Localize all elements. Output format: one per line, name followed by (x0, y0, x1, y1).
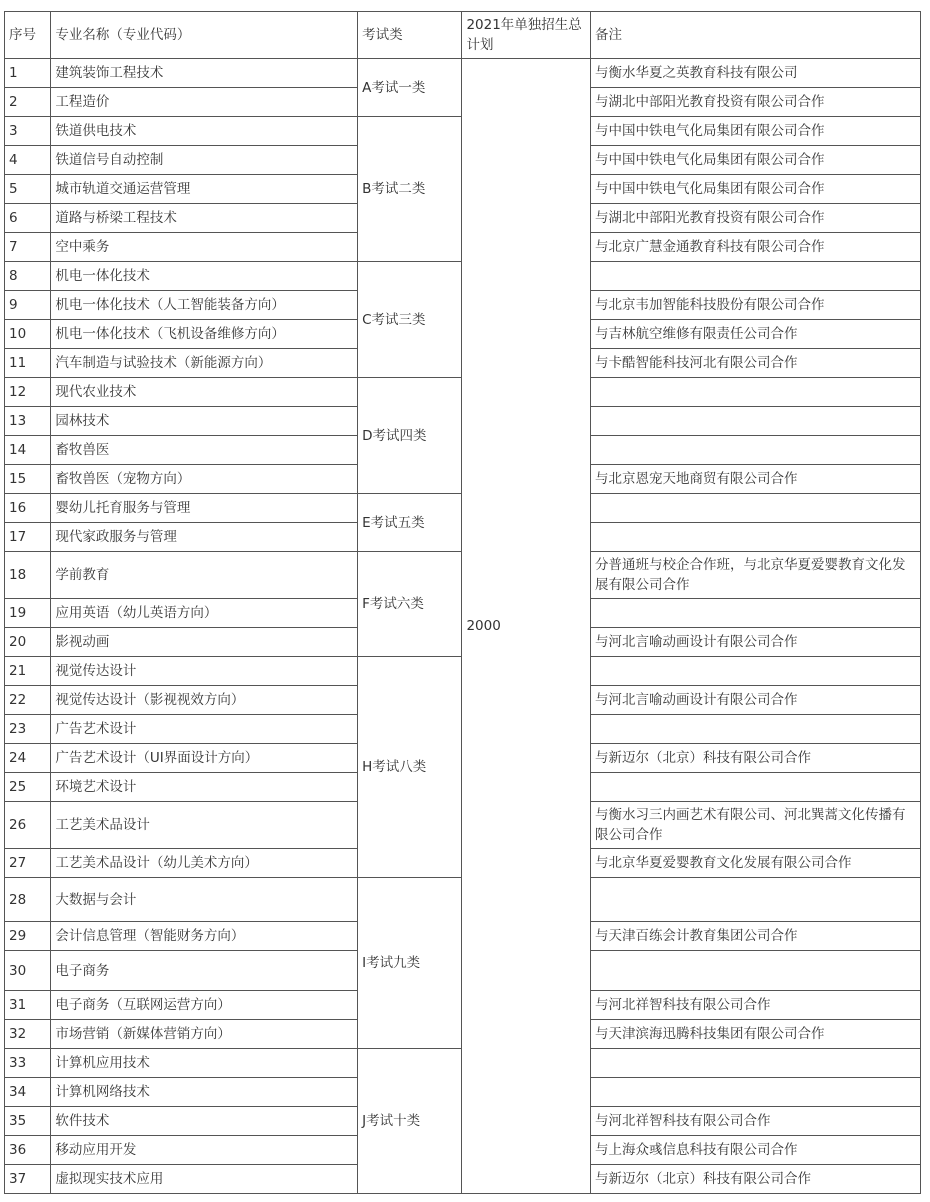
row-number: 17 (5, 523, 51, 552)
row-number: 36 (5, 1136, 51, 1165)
major-name: 汽车制造与试验技术（新能源方向） (51, 349, 358, 378)
remark: 与北京广慧金通教育科技有限公司合作 (591, 233, 921, 262)
major-name: 机电一体化技术（人工智能装备方向） (51, 291, 358, 320)
row-number: 10 (5, 320, 51, 349)
major-name: 学前教育 (51, 552, 358, 599)
major-name: 视觉传达设计 (51, 657, 358, 686)
row-number: 27 (5, 849, 51, 878)
major-name: 视觉传达设计（影视视效方向） (51, 686, 358, 715)
exam-category: I考试九类 (358, 878, 462, 1049)
row-number: 21 (5, 657, 51, 686)
major-name: 软件技术 (51, 1107, 358, 1136)
header-row (5, 12, 921, 59)
row-number: 37 (5, 1165, 51, 1194)
exam-category: D考试四类 (358, 378, 462, 494)
remark: 与新迈尔（北京）科技有限公司合作 (591, 1165, 921, 1194)
remark: 与河北言喻动画设计有限公司合作 (591, 628, 921, 657)
major-name: 计算机网络技术 (51, 1078, 358, 1107)
remark: 分普通班与校企合作班，与北京华夏爱婴教育文化发展有限公司合作 (591, 552, 921, 599)
header-major-name: 专业名称（专业代码） (51, 12, 358, 59)
major-name: 环境艺术设计 (51, 773, 358, 802)
row-number: 11 (5, 349, 51, 378)
major-name: 畜牧兽医 (51, 436, 358, 465)
remark: 与上海众彧信息科技有限公司合作 (591, 1136, 921, 1165)
row-number: 26 (5, 802, 51, 849)
row-number: 29 (5, 922, 51, 951)
row-number: 1 (5, 59, 51, 88)
exam-category: J考试十类 (358, 1049, 462, 1194)
major-name: 工艺美术品设计（幼儿美术方向） (51, 849, 358, 878)
header-exam-category: 考试类 (358, 12, 462, 59)
row-number: 24 (5, 744, 51, 773)
major-name: 道路与桥梁工程技术 (51, 204, 358, 233)
remark (591, 1049, 921, 1078)
remark: 与卡酷智能科技河北有限公司合作 (591, 349, 921, 378)
major-name: 计算机应用技术 (51, 1049, 358, 1078)
major-name: 工艺美术品设计 (51, 802, 358, 849)
row-number: 15 (5, 465, 51, 494)
row-number: 14 (5, 436, 51, 465)
remark (591, 951, 921, 991)
remark: 与北京恩宠天地商贸有限公司合作 (591, 465, 921, 494)
remark: 与天津百练会计教育集团公司合作 (591, 922, 921, 951)
major-name: 铁道信号自动控制 (51, 146, 358, 175)
row-number: 35 (5, 1107, 51, 1136)
remark: 与衡水习三内画艺术有限公司、河北巽蒿文化传播有限公司合作 (591, 802, 921, 849)
row-number: 4 (5, 146, 51, 175)
table-row (5, 59, 921, 88)
row-number: 30 (5, 951, 51, 991)
major-name: 市场营销（新媒体营销方向） (51, 1020, 358, 1049)
row-number: 25 (5, 773, 51, 802)
major-name: 广告艺术设计（UI界面设计方向） (51, 744, 358, 773)
remark (591, 715, 921, 744)
major-name: 婴幼儿托育服务与管理 (51, 494, 358, 523)
remark (591, 657, 921, 686)
major-name: 机电一体化技术 (51, 262, 358, 291)
remark: 与吉林航空维修有限责任公司合作 (591, 320, 921, 349)
major-name: 现代农业技术 (51, 378, 358, 407)
major-name: 建筑装饰工程技术 (51, 59, 358, 88)
row-number: 3 (5, 117, 51, 146)
major-name: 会计信息管理（智能财务方向） (51, 922, 358, 951)
remark (591, 599, 921, 628)
remark: 与天津滨海迅腾科技集团有限公司合作 (591, 1020, 921, 1049)
remark: 与新迈尔（北京）科技有限公司合作 (591, 744, 921, 773)
row-number: 22 (5, 686, 51, 715)
row-number: 5 (5, 175, 51, 204)
major-name: 铁道供电技术 (51, 117, 358, 146)
row-number: 2 (5, 88, 51, 117)
major-name: 机电一体化技术（飞机设备维修方向） (51, 320, 358, 349)
major-name: 影视动画 (51, 628, 358, 657)
row-number: 31 (5, 991, 51, 1020)
remark (591, 878, 921, 922)
exam-category: H考试八类 (358, 657, 462, 878)
exam-category: E考试五类 (358, 494, 462, 552)
remark: 与北京韦加智能科技股份有限公司合作 (591, 291, 921, 320)
row-number: 13 (5, 407, 51, 436)
exam-category: B考试二类 (358, 117, 462, 262)
exam-category: C考试三类 (358, 262, 462, 378)
exam-category: A考试一类 (358, 59, 462, 117)
remark: 与河北祥智科技有限公司合作 (591, 1107, 921, 1136)
row-number: 19 (5, 599, 51, 628)
remark (591, 436, 921, 465)
remark: 与河北言喻动画设计有限公司合作 (591, 686, 921, 715)
enrollment-table (4, 11, 921, 1194)
header-no: 序号 (5, 12, 51, 59)
row-number: 20 (5, 628, 51, 657)
remark (591, 773, 921, 802)
table-body (5, 59, 921, 1194)
major-name: 园林技术 (51, 407, 358, 436)
total-plan-value: 2000 (462, 59, 591, 1194)
major-name: 广告艺术设计 (51, 715, 358, 744)
enrollment-table-wrapper (4, 11, 921, 1194)
remark: 与北京华夏爱婴教育文化发展有限公司合作 (591, 849, 921, 878)
row-number: 34 (5, 1078, 51, 1107)
major-name: 虚拟现实技术应用 (51, 1165, 358, 1194)
remark: 与湖北中部阳光教育投资有限公司合作 (591, 88, 921, 117)
remark: 与中国中铁电气化局集团有限公司合作 (591, 146, 921, 175)
major-name: 畜牧兽医（宠物方向） (51, 465, 358, 494)
major-name: 大数据与会计 (51, 878, 358, 922)
row-number: 33 (5, 1049, 51, 1078)
major-name: 城市轨道交通运营管理 (51, 175, 358, 204)
major-name: 电子商务（互联网运营方向） (51, 991, 358, 1020)
major-name: 电子商务 (51, 951, 358, 991)
remark (591, 523, 921, 552)
remark (591, 262, 921, 291)
row-number: 28 (5, 878, 51, 922)
remark (591, 1078, 921, 1107)
major-name: 现代家政服务与管理 (51, 523, 358, 552)
row-number: 12 (5, 378, 51, 407)
remark: 与中国中铁电气化局集团有限公司合作 (591, 175, 921, 204)
row-number: 9 (5, 291, 51, 320)
major-name: 应用英语（幼儿英语方向） (51, 599, 358, 628)
major-name: 工程造价 (51, 88, 358, 117)
header-total-plan: 2021年单独招生总计划 (462, 12, 591, 59)
remark: 与衡水华夏之英教育科技有限公司 (591, 59, 921, 88)
major-name: 移动应用开发 (51, 1136, 358, 1165)
remark (591, 378, 921, 407)
remark (591, 494, 921, 523)
remark: 与中国中铁电气化局集团有限公司合作 (591, 117, 921, 146)
row-number: 32 (5, 1020, 51, 1049)
header-remarks: 备注 (591, 12, 921, 59)
row-number: 18 (5, 552, 51, 599)
remark: 与湖北中部阳光教育投资有限公司合作 (591, 204, 921, 233)
remark: 与河北祥智科技有限公司合作 (591, 991, 921, 1020)
remark (591, 407, 921, 436)
row-number: 16 (5, 494, 51, 523)
row-number: 8 (5, 262, 51, 291)
major-name: 空中乘务 (51, 233, 358, 262)
row-number: 7 (5, 233, 51, 262)
exam-category: F考试六类 (358, 552, 462, 657)
row-number: 6 (5, 204, 51, 233)
row-number: 23 (5, 715, 51, 744)
